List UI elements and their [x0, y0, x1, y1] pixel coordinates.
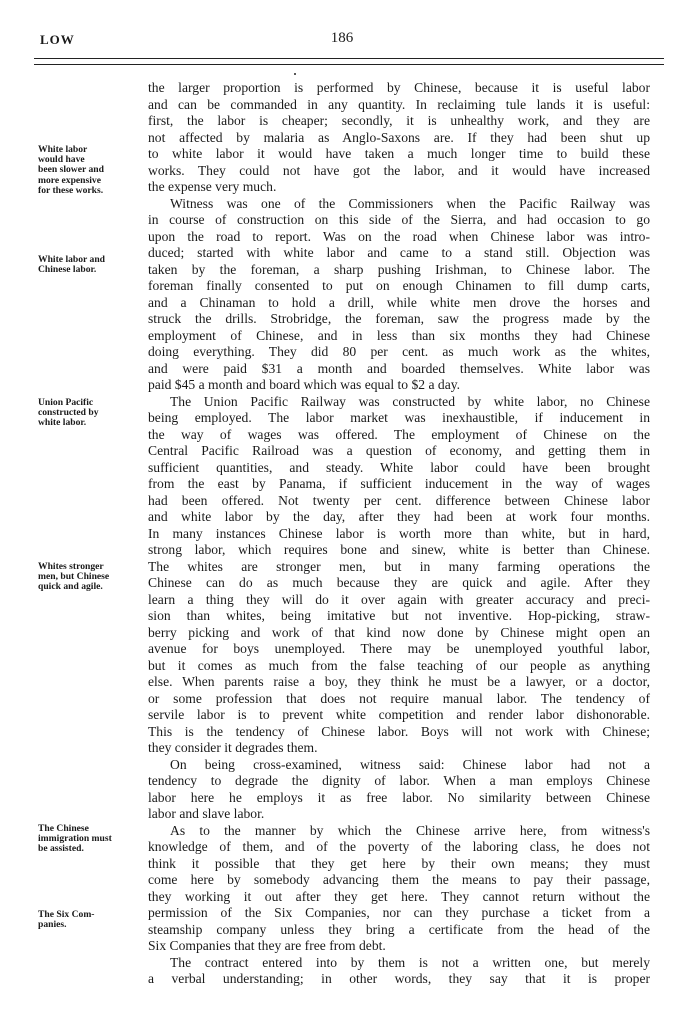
text-line: and a Chinaman to hold a drill, while white men drove the horses and [148, 294, 650, 310]
text-line: employment of Chinese, and in less than six months they had Chinese [148, 327, 650, 343]
sidenote-line: for these works. [38, 184, 104, 196]
text-line: struck the drills. Strobridge, the foreman, saw the progress made by the [148, 311, 650, 326]
text-line: strong labor, which requires bone and sinew, white is better than Chinese. [148, 542, 650, 557]
paragraph [148, 757, 650, 823]
sidenote-line: white labor. [38, 417, 87, 429]
sidenote-white-and-chinese-labor [38, 255, 140, 275]
text-line: tendency to degrade the dignity of labor. When a man employs Chinese [148, 773, 650, 788]
text-line: upon the road to report. Was on the road when Chinese labor was intro- [148, 228, 650, 244]
text-line: The contract entered into by them is not a written one, but merely [170, 954, 650, 970]
text-line: but it comes as much from the false teaching of our people as anything [148, 657, 650, 673]
page-number: 186 [330, 30, 354, 46]
sidenote-line: White labor [38, 144, 88, 155]
text-line: they working it out after they get here. They cannot return without the [148, 888, 650, 904]
sidenote-line: men, but Chinese [38, 571, 110, 583]
sidenote-union-pacific [38, 398, 140, 429]
sidenote-line: constructed by [38, 407, 99, 419]
paragraph [148, 823, 650, 955]
text-line: first, the labor is cheaper; secondly, it is unhealthy work, and they are [148, 113, 650, 128]
sidenote-line: panies. [38, 919, 67, 931]
sidenote-line: quick and agile. [38, 581, 103, 593]
sidenote-line: White labor and [38, 254, 105, 265]
text-line: The whites are stronger men, but in many farming operations the [148, 558, 650, 574]
header-rule-bottom [34, 64, 664, 65]
sidenote-line: more expensive [38, 174, 101, 186]
text-line: As to the manner by which the Chinese arrive here, from witness's [170, 822, 650, 838]
text-line: the expense very much. [148, 179, 277, 194]
paragraph [148, 394, 650, 757]
text-line: in course of construction on this side of the Sierra, and had occasion to go [148, 212, 650, 227]
text-line: doing everything. They did 80 per cent. as much work as the whites, [148, 344, 650, 359]
running-head: LOW [40, 32, 75, 47]
text-line: labor and slave labor. [148, 806, 265, 821]
sidenote-line: Whites stronger [38, 561, 104, 572]
text-line: the way of wages was offered. The employment of Chinese on the [148, 426, 650, 442]
text-line: steamship company unless they bring a certificate from the head of the [148, 921, 650, 937]
text-line: and white labor by the day, after they had been at work four months. [148, 509, 650, 524]
text-line: and were paid $31 a month and boarded themselves. White labor was [148, 360, 650, 376]
print-speck [294, 73, 296, 75]
sidenote-white-labor-slower [38, 145, 140, 196]
text-line: sufficient quantities, and steady. White labor could have been brought [148, 459, 650, 475]
sidenote-line: The Chinese [38, 823, 89, 834]
text-line: else. When parents raise a boy, they think he must be a lawyer, or a doctor, [148, 674, 650, 689]
paragraph [148, 196, 650, 394]
header-rule-top [34, 58, 664, 59]
body-text [148, 80, 650, 988]
text-line: servile labor is to prevent white competition and render labor dishonorable. [148, 707, 650, 722]
sidenote-chinese-immigration [38, 824, 140, 855]
text-line: taken by the foreman, a sharp pushing Irishman, to Chinese labor. The [148, 261, 650, 277]
text-line: not affected by malaria as Anglo-Saxons are. If they had been shut up [148, 129, 650, 145]
page-header [0, 30, 684, 50]
sidenote-line: be assisted. [38, 843, 84, 855]
sidenote-whites-stronger [38, 562, 140, 593]
text-line: or some profession that does not require manual labor. The tendency of [148, 690, 650, 706]
text-line: Witness was one of the Commissioners when the Pacific Railway was [170, 195, 650, 211]
text-line: avenue for boys unemployed. There may be unemployed youthful labor, [148, 641, 650, 656]
text-line: paid $45 a month and board which was equal to $2 a day. [148, 377, 461, 392]
text-line: The Union Pacific Railway was constructed by white labor, no Chinese [170, 393, 650, 409]
paragraph [148, 80, 650, 196]
text-line: to white labor it would have taken a much longer time to build these [148, 146, 650, 161]
text-line: In many instances Chinese labor is worth more than white, but in hard, [148, 525, 650, 541]
text-line: the larger proportion is performed by Chinese, because it is useful labor [148, 80, 650, 95]
sidenote-line: would have [38, 154, 85, 166]
text-line: foreman finally consented to put on enough Chinamen to fill dump carts, [148, 278, 650, 293]
sidenote-line: Chinese labor. [38, 264, 97, 276]
text-line: learn a thing they will do it over again with greater accuracy and preci- [148, 591, 650, 607]
text-line: Six Companies that they are free from debt. [148, 938, 386, 953]
text-line: sion than whites, being imitative but not inventive. Hop-picking, straw- [148, 608, 650, 623]
text-line: Central Pacific Railroad was a question of economy, and getting them in [148, 443, 650, 458]
text-line: from the east by Panama, if sufficient inducement in the way of wages [148, 476, 650, 491]
text-line: think it possible that they get here by their own means; they must [148, 855, 650, 871]
text-line: berry picking and work of that kind now done by Chinese might open an [148, 624, 650, 640]
sidenote-line: been slower and [38, 164, 104, 176]
text-line: had been offered. Not twenty per cent. difference between Chinese labor [148, 492, 650, 508]
sidenote-line: The Six Com- [38, 909, 95, 920]
text-line: On being cross-examined, witness said: Chinese labor had not a [170, 756, 650, 772]
text-line: knowledge of them, and of the poverty of the laboring class, he does not [148, 839, 650, 854]
text-line: labor here he employs it as free labor. No similarity between Chinese [148, 789, 650, 805]
text-line: permission of the Six Companies, nor can they purchase a ticket from a [148, 905, 650, 920]
paragraph [148, 955, 650, 988]
text-line: works. They could not have got the labor, and it would have increased [148, 162, 650, 178]
text-line: This is the tendency of Chinese labor. Boys will not work with Chinese; [148, 723, 650, 739]
text-line: Chinese can do as much because they are quick and agile. After they [148, 575, 650, 590]
text-line: duced; started with white labor and came to a stand still. Objection was [148, 245, 650, 260]
sidenote-six-companies [38, 910, 140, 930]
text-line: come here by somebody advancing them the means to pay their passage, [148, 872, 650, 887]
sidenote-line: immigration must [38, 833, 112, 845]
text-line: a verbal understanding; in other words, they say that it is proper [148, 971, 650, 986]
text-line: and can be commanded in any quantity. In reclaiming tule lands it is useful: [148, 96, 650, 112]
text-line: being employed. The labor market was inexhaustible, if inducement in [148, 410, 650, 425]
text-line: they consider it degrades them. [148, 740, 318, 755]
sidenote-line: Union Pacific [38, 397, 94, 408]
